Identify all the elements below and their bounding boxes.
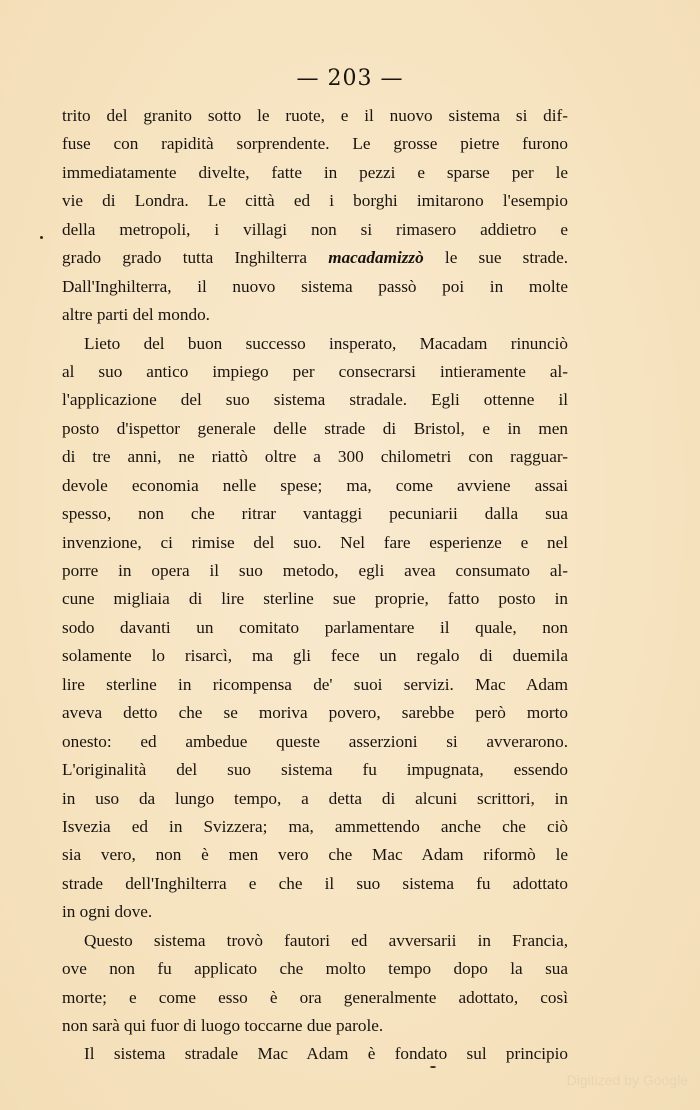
text-line (62, 472, 568, 500)
text-line-content: onesto: ed ambedue queste asserzioni si avverarono. (62, 731, 568, 751)
text-line (62, 529, 568, 557)
text-line-content: al suo antico impiego per consecrarsi intieramente al- (62, 361, 568, 381)
text-line-content: sodo davanti un comitato parlamentare il quale, non (62, 617, 568, 637)
text-line (62, 102, 568, 130)
text-line (62, 1040, 568, 1068)
text-line-content: ove non fu applicato che molto tempo dopo la sua (62, 959, 568, 979)
text-line-content: invenzione, ci rimise del suo. Nel fare esperienze e nel (62, 532, 568, 552)
text-line-content: cune migliaia di lire sterline sue proprie, fatto posto in (62, 589, 568, 609)
text-line (62, 159, 568, 187)
text-line-content: solamente lo risarcì, ma gli fece un regalo di duemila (62, 646, 568, 666)
text-line (62, 927, 568, 955)
italic-word: macadamizzò (328, 248, 424, 268)
text-line (62, 358, 568, 386)
text-line (62, 1012, 568, 1040)
text-line (62, 443, 568, 471)
text-line-content: strade dell'Inghilterra e che il suo sistema fu adottato (62, 873, 568, 893)
watermark: Digitized by Google (566, 1072, 688, 1088)
text-line (62, 813, 568, 841)
page-number: — 203 — (296, 66, 404, 91)
text-line (62, 216, 568, 244)
text-line (62, 870, 568, 898)
text-line (62, 273, 568, 301)
text-line-content: L'originalità del suo sistema fu impugnata, essendo (62, 760, 568, 780)
text-line (62, 301, 568, 329)
text-line (62, 386, 568, 414)
text-line-content: non sarà qui fuor di luogo toccarne due parole. (62, 1016, 384, 1035)
text-line-content: vie di Londra. Le città ed i borghi imitarono l'esempio (62, 191, 568, 211)
text-line-content: altre parti del mondo. (62, 305, 210, 325)
text-line (62, 756, 568, 784)
text-line-content: trito del granito sotto le ruote, e il nuovo sistema si dif- (62, 106, 568, 125)
text-line (62, 244, 568, 272)
text-line-content: porre in opera il suo metodo, egli avea consumato al- (62, 561, 568, 580)
ink-speck (430, 1066, 436, 1068)
text-line-content: l'applicazione del suo sistema stradale. Egli ottenne il (62, 390, 568, 410)
ink-speck (40, 236, 43, 239)
text-line (62, 955, 568, 983)
text-line-content: Dall'Inghilterra, il nuovo sistema passò poi in molte (62, 276, 568, 296)
text-line (62, 557, 568, 585)
text-line-content: Il sistema stradale Mac Adam è fondato sul principio (84, 1044, 568, 1064)
text-line-content: morte; e come esso è ora generalmente adottato, così (62, 987, 568, 1007)
text-line-content: della metropoli, i villagi non si rimasero addietro e (62, 219, 568, 239)
text-line-content: lire sterline in ricompensa de' suoi servizi. Mac Adam (62, 674, 568, 694)
text-line (62, 130, 568, 158)
text-line (62, 785, 568, 813)
text-line (62, 984, 568, 1012)
text-line-content: devole economia nelle spese; ma, come avviene assai (62, 475, 568, 495)
text-line-content: sia vero, non è men vero che Mac Adam riformò le (62, 845, 568, 865)
text-line-content: le sue strade. (423, 248, 568, 268)
text-line (62, 330, 568, 358)
text-line (62, 187, 568, 215)
text-line (62, 671, 568, 699)
text-line-content: immediatamente divelte, fatte in pezzi e sparse per le (62, 162, 568, 182)
text-line-content: posto d'ispettor generale delle strade di Bristol, e in men (62, 418, 568, 438)
text-line (62, 898, 568, 926)
text-line-content: in ogni dove. (62, 902, 153, 922)
text-line (62, 500, 568, 528)
text-line (62, 585, 568, 613)
text-line-content: Questo sistema trovò fautori ed avversarii in Francia, (84, 930, 568, 950)
text-line-content: fuse con rapidità sorprendente. Le grosse pietre furono (62, 134, 568, 154)
body-text (62, 102, 568, 1069)
text-line (62, 614, 568, 642)
text-line (62, 728, 568, 756)
text-line-content: grado grado tutta Inghilterra (62, 248, 329, 268)
text-line (62, 841, 568, 869)
text-line-content: spesso, non che ritrar vantaggi pecuniarii dalla sua (62, 504, 568, 524)
text-line-content: Isvezia ed in Svizzera; ma, ammettendo anche che ciò (62, 816, 568, 836)
text-line-content: di tre anni, ne riattò oltre a 300 chilometri con ragguar- (62, 447, 568, 467)
text-line-content: in uso da lungo tempo, a detta di alcuni scrittori, in (62, 788, 568, 808)
text-line (62, 699, 568, 727)
text-line-content: Lieto del buon successo insperato, Macadam rinunciò (84, 333, 568, 353)
text-line-content: aveva detto che se moriva povero, sarebbe però morto (62, 703, 568, 723)
text-line (62, 415, 568, 443)
text-line (62, 642, 568, 670)
